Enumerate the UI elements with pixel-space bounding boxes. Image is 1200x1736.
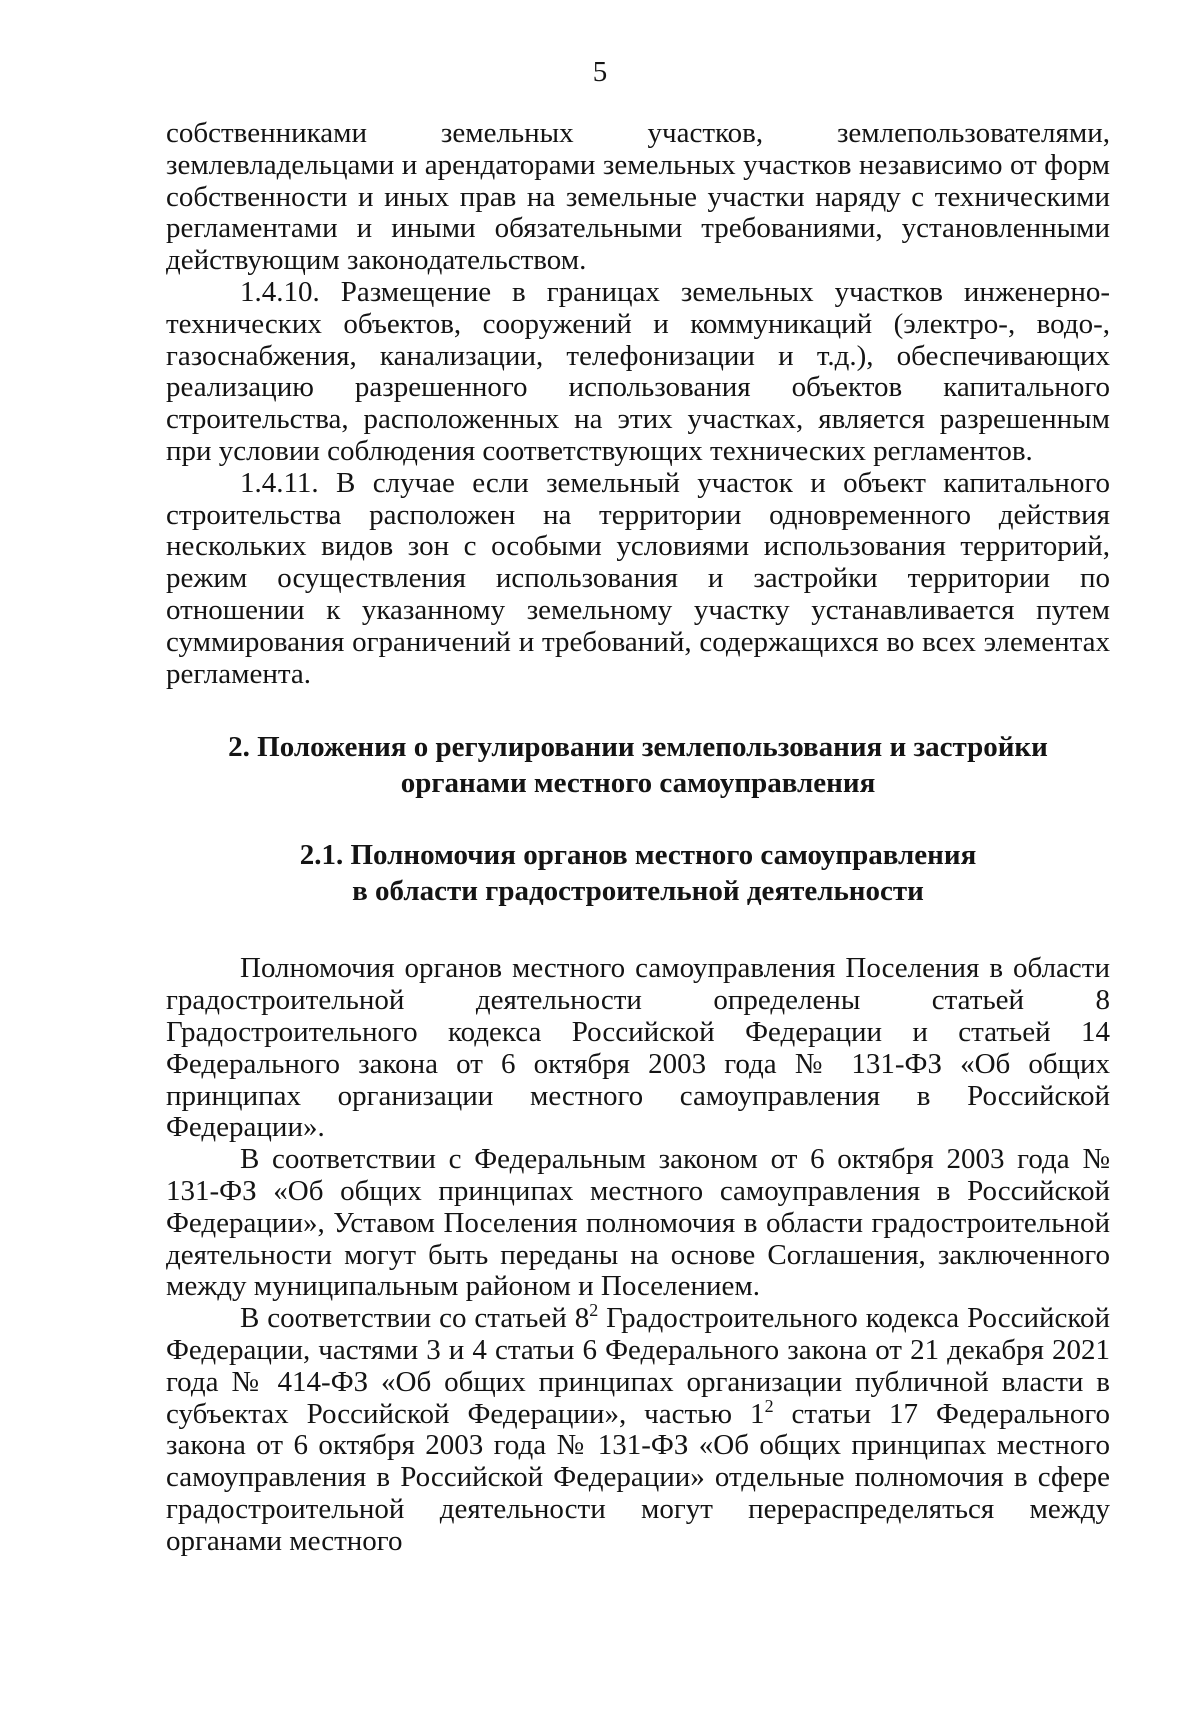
paragraph-powers-definition: Полномочия органов местного самоуправления Поселения в области градостроительной деятельности определены статьей 8 Градостроительного кодекса Российской Федерации и статьей 14 Федерального закона от 6 октября 2003 года № 131-ФЗ «Об общих принципах организации местного самоуправления в Российской Федерации». <box>166 952 1110 1144</box>
document-body <box>166 118 1110 1557</box>
section-2-title-line-2: органами местного самоуправления <box>400 767 876 800</box>
part-superscript: 2 <box>764 1395 774 1416</box>
article-superscript: 2 <box>589 1300 599 1321</box>
paragraph-powers-transfer: В соответствии с Федеральным законом от 6 октября 2003 года № 131-ФЗ «Об общих принципах местного самоуправления в Российской Федерации», Уставом Поселения полномочия в области градостроительной деятельности могут быть переданы на основе Соглашения, заключенного между муниципальным районом и Поселением. <box>166 1143 1110 1303</box>
redistribution-text-part-1: В соответствии со статьей 8 <box>240 1302 590 1335</box>
redistribution-text-part-3: статьи 17 Федерального закона от 6 октября 2003 года № 131-ФЗ «Об общих принципах местного самоуправления в Российской Федерации» отдельные полномочия в сфере градостроительной деятельности могут перераспределяться между органами местного <box>166 1397 1110 1557</box>
paragraph-powers-redistribution <box>166 1300 1110 1557</box>
paragraph-1-4-10: 1.4.10. Размещение в границах земельных участков инженерно-технических объектов, сооружений и коммуникаций (электро-, водо-, газоснабжения, канализации, телефонизации и т.д.), обеспечивающих реализацию разрешенного использования объектов капитального строительства, расположенных на этих участках, является разрешенным при условии соблюдения соответствующих технических регламентов. <box>166 275 1110 467</box>
redistribution-text-part-2: Градостроительного кодекса Российской Федерации, частями 3 и 4 статьи 6 Федерального закона от 21 декабря 2021 года № 414-ФЗ «Об общих принципах организации публичной власти в субъектах Российской Федерации», частью 1 <box>166 1302 1110 1430</box>
section-2-heading <box>166 729 1110 801</box>
paragraph-1-4-11: 1.4.11. В случае если земельный участок и объект капитального строительства расположен на территории одновременного действия нескольких видов зон с особыми условиями использования территорий, режим осуществления использования и застройки территории по отношении к указанному земельному участку устанавливается путем суммирования ограничений и требований, содержащихся во всех элементах регламента. <box>166 466 1110 690</box>
page-number: 5 <box>592 56 608 88</box>
section-2-1-heading <box>166 837 1110 909</box>
paragraph-land-owners: собственниками земельных участков, землепользователями, землевладельцами и арендаторами земельных участков независимо от форм собственности и иных прав на земельные участки наряду с техническими регламентами и иными обязательными требованиями, установленными действующим законодательством. <box>166 117 1110 277</box>
section-2-1-title-line-2: в области градостроительной деятельности <box>352 875 924 908</box>
section-2-title-line-1: 2. Положения о регулировании землепользования и застройки <box>228 731 1048 764</box>
section-2-1-title-line-1: 2.1. Полномочия органов местного самоуправления <box>299 839 977 872</box>
